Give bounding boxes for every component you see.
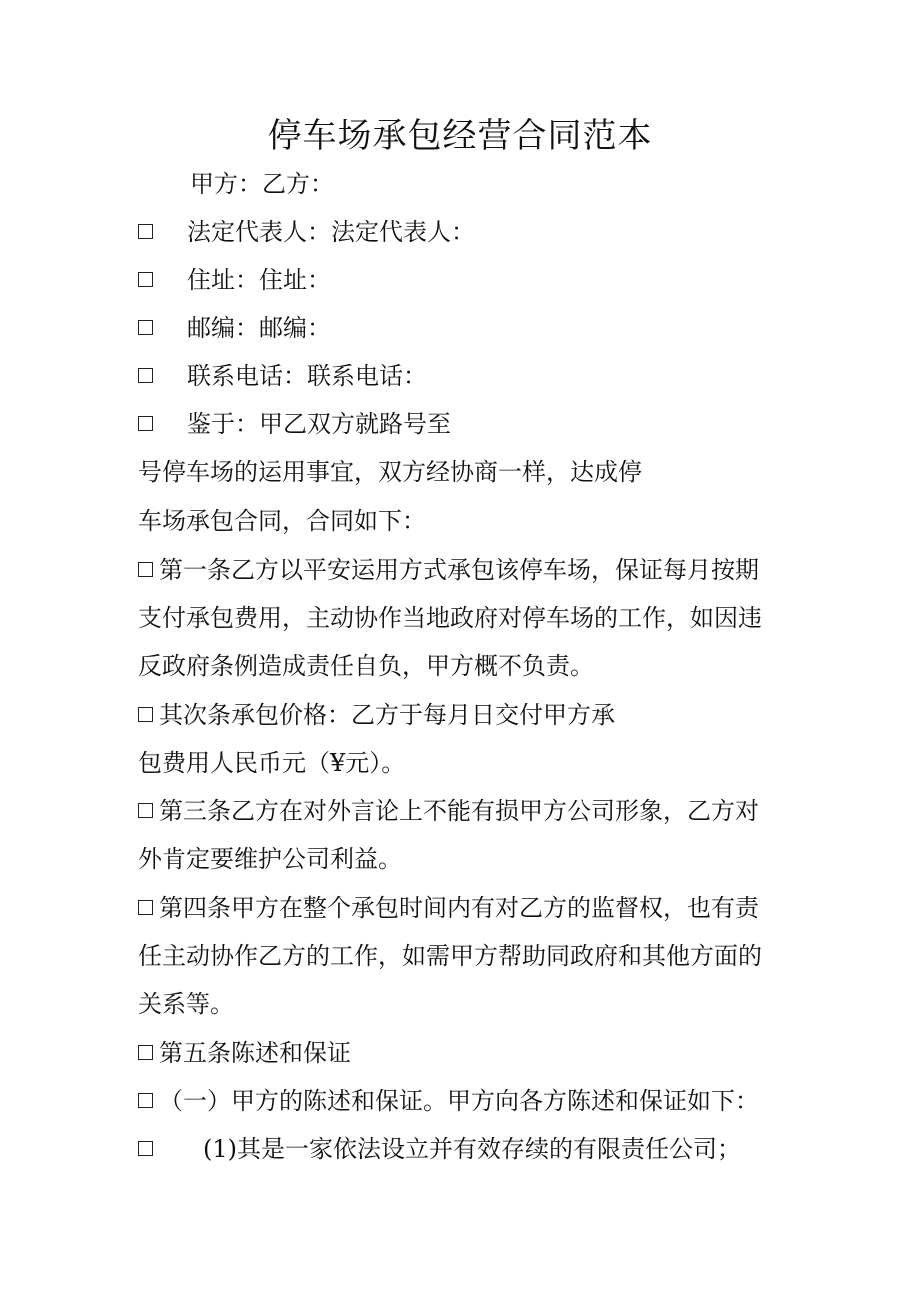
checkbox-icon [138, 224, 153, 239]
article-1-text: 第一条乙方以平安运用方式承包该停车场，保证每月按期 [159, 556, 759, 584]
checkbox-icon [138, 1141, 153, 1156]
checkbox-icon [138, 707, 153, 722]
parties-text: 甲方：乙方： [190, 170, 334, 198]
checkbox-icon [138, 1045, 153, 1060]
article-5-line [138, 1037, 351, 1069]
article-3-line [138, 795, 759, 827]
checkbox-icon [138, 272, 153, 287]
parties-line [190, 168, 334, 200]
paragraph-line [138, 602, 762, 634]
paragraph-line [138, 456, 642, 488]
article-2-line [138, 699, 615, 731]
whereas-end-text: 车场承包合同，合同如下： [138, 507, 426, 535]
article-1-end-text: 反政府条例造成责任自负，甲方概不负责。 [138, 652, 594, 680]
phone-text: 联系电话：联系电话： [187, 362, 427, 390]
article-4-continued-text: 任主动协作乙方的工作，如需甲方帮助同政府和其他方面的 [138, 942, 762, 970]
checkbox-icon [138, 803, 153, 818]
whereas-continued-text: 号停车场的运用事宜，双方经协商一样，达成停 [138, 458, 642, 486]
legal-rep-text: 法定代表人：法定代表人： [187, 218, 475, 246]
item-1-text: (1)其是一家依法设立并有效存续的有限责任公司； [203, 1135, 741, 1163]
article-4-end-text: 关系等。 [138, 990, 234, 1018]
clause-1-line [138, 1085, 759, 1117]
paragraph-line [138, 747, 405, 779]
address-text: 住址：住址： [187, 266, 331, 294]
article-4-line [138, 892, 759, 924]
paragraph-line [138, 988, 234, 1020]
article-4-text: 第四条甲方在整个承包时间内有对乙方的监督权，也有责 [159, 894, 759, 922]
article-2-text: 其次条承包价格：乙方于每月日交付甲方承 [159, 701, 615, 729]
paragraph-line [138, 843, 402, 875]
article-2-end-text: 包费用人民币元（¥元）。 [138, 749, 406, 777]
paragraph-line [138, 650, 594, 682]
article-1-line [138, 554, 759, 586]
article-5-text: 第五条陈述和保证 [159, 1039, 351, 1067]
checkbox-icon [138, 900, 153, 915]
article-3-text: 第三条乙方在对外言论上不能有损甲方公司形象，乙方对 [159, 797, 759, 825]
whereas-text: 鉴于：甲乙双方就路号至 [187, 410, 451, 438]
checkbox-icon [138, 368, 153, 383]
checkbox-icon [138, 1093, 153, 1108]
clause-1-text: （一）甲方的陈述和保证。甲方向各方陈述和保证如下： [159, 1087, 759, 1115]
postcode-text: 邮编：邮编： [187, 314, 331, 342]
whereas-line [138, 408, 451, 440]
postcode-line [138, 312, 331, 344]
article-1-continued-text: 支付承包费用，主动协作当地政府对停车场的工作，如因违 [138, 604, 762, 632]
paragraph-line [138, 940, 762, 972]
article-3-end-text: 外肯定要维护公司利益。 [138, 845, 402, 873]
checkbox-icon [138, 416, 153, 431]
phone-line [138, 360, 427, 392]
item-1-line [138, 1133, 741, 1165]
checkbox-icon [138, 562, 153, 577]
legal-rep-line [138, 216, 475, 248]
document-title: 停车场承包经营合同范本 [267, 116, 653, 156]
checkbox-icon [138, 320, 153, 335]
address-line [138, 264, 331, 296]
paragraph-line [138, 505, 426, 537]
